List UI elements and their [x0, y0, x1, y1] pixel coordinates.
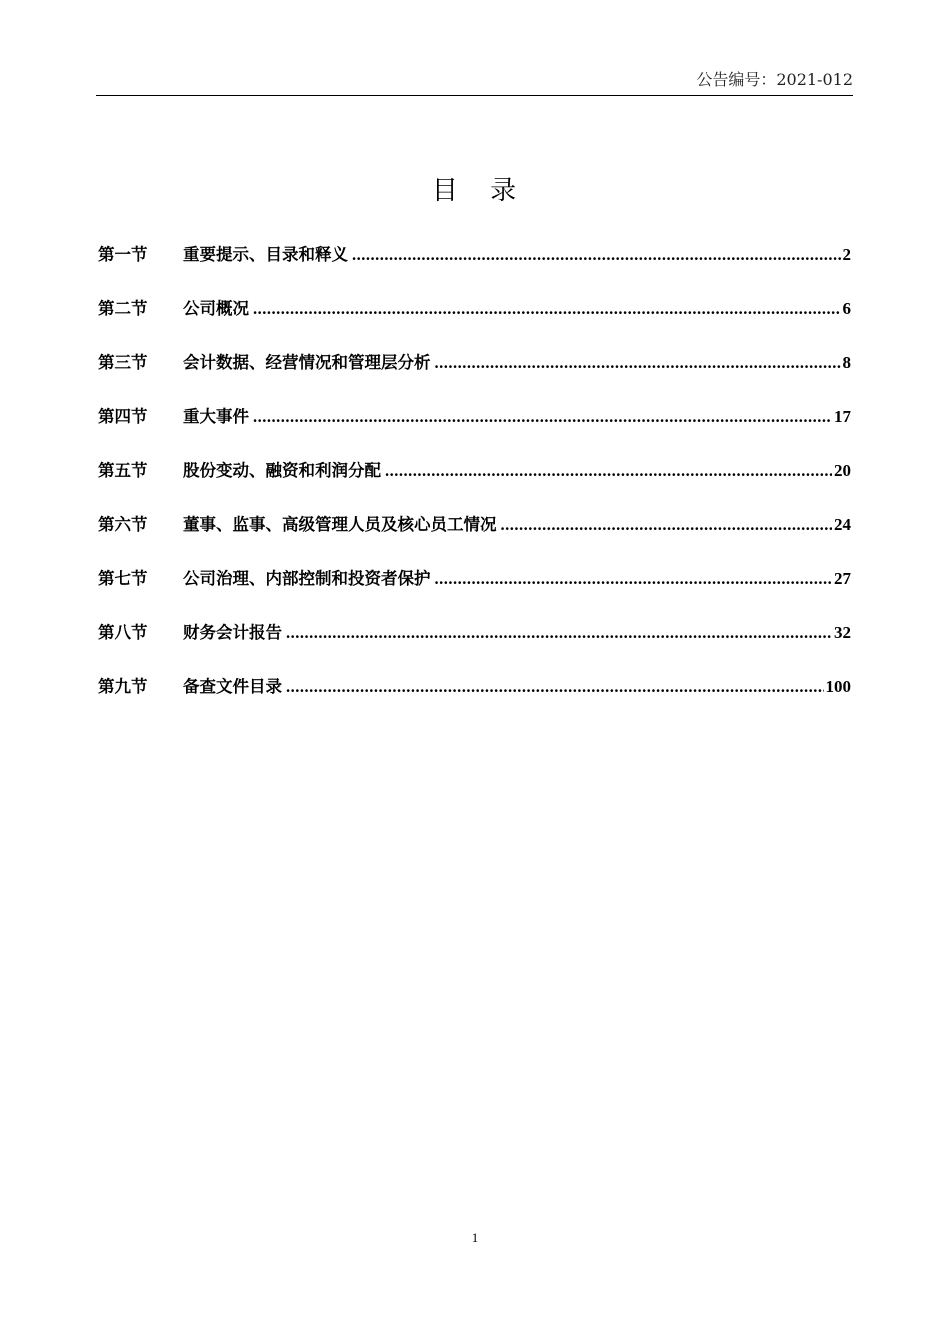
toc-entry-2[interactable]	[98, 295, 851, 349]
toc-section-title: 公司治理、内部控制和投资者保护	[183, 569, 431, 588]
toc-leader-dots	[352, 245, 841, 265]
page-number: 1	[471, 1230, 479, 1245]
toc-leader-dots	[286, 677, 824, 697]
page-title: 目 录	[431, 176, 529, 206]
toc-entry-5[interactable]	[98, 457, 851, 511]
toc-leader-dots	[435, 353, 841, 373]
toc-section-title: 备查文件目录	[183, 677, 282, 696]
toc-section-title: 董事、监事、高级管理人员及核心员工情况	[183, 515, 497, 534]
toc-page-number: 24	[834, 515, 851, 534]
toc-entry-4[interactable]	[98, 403, 851, 457]
toc-entry-3[interactable]	[98, 349, 851, 403]
toc-page-number: 2	[842, 245, 851, 264]
toc-section-label: 第九节	[98, 677, 148, 696]
toc-leader-dots	[286, 623, 832, 643]
toc-page-number: 27	[834, 569, 851, 588]
page-header	[96, 70, 853, 96]
toc-page-number: 100	[825, 677, 851, 696]
toc-section-label: 第五节	[98, 461, 148, 480]
toc-entry-6[interactable]	[98, 511, 851, 565]
toc-entry-1[interactable]	[98, 241, 851, 295]
toc-leader-dots	[501, 515, 833, 535]
toc-page-number: 20	[834, 461, 851, 480]
toc-page-number: 17	[834, 407, 851, 426]
toc-section-label: 第一节	[98, 245, 148, 264]
toc-section-title: 会计数据、经营情况和管理层分析	[183, 353, 431, 372]
toc-entry-7[interactable]	[98, 565, 851, 619]
announcement-number: 公告编号：2021-012	[696, 70, 853, 89]
toc-leader-dots	[253, 299, 841, 319]
toc-page-number: 8	[842, 353, 851, 372]
toc-leader-dots	[253, 407, 832, 427]
toc-section-label: 第四节	[98, 407, 148, 426]
toc-section-title: 公司概况	[183, 299, 249, 318]
toc-entry-8[interactable]	[98, 619, 851, 673]
toc-section-label: 第八节	[98, 623, 148, 642]
toc-leader-dots	[435, 569, 833, 589]
toc-page-number: 32	[834, 623, 851, 642]
toc-leader-dots	[385, 461, 832, 481]
table-of-contents	[98, 241, 851, 727]
toc-section-title: 股份变动、融资和利润分配	[183, 461, 381, 480]
toc-entry-9[interactable]	[98, 673, 851, 727]
toc-section-title: 财务会计报告	[183, 623, 282, 642]
toc-section-label: 第六节	[98, 515, 148, 534]
toc-section-title: 重要提示、目录和释义	[183, 245, 348, 264]
toc-page-number: 6	[842, 299, 851, 318]
toc-section-label: 第三节	[98, 353, 148, 372]
toc-section-label: 第二节	[98, 299, 148, 318]
toc-section-title: 重大事件	[183, 407, 249, 426]
toc-section-label: 第七节	[98, 569, 148, 588]
